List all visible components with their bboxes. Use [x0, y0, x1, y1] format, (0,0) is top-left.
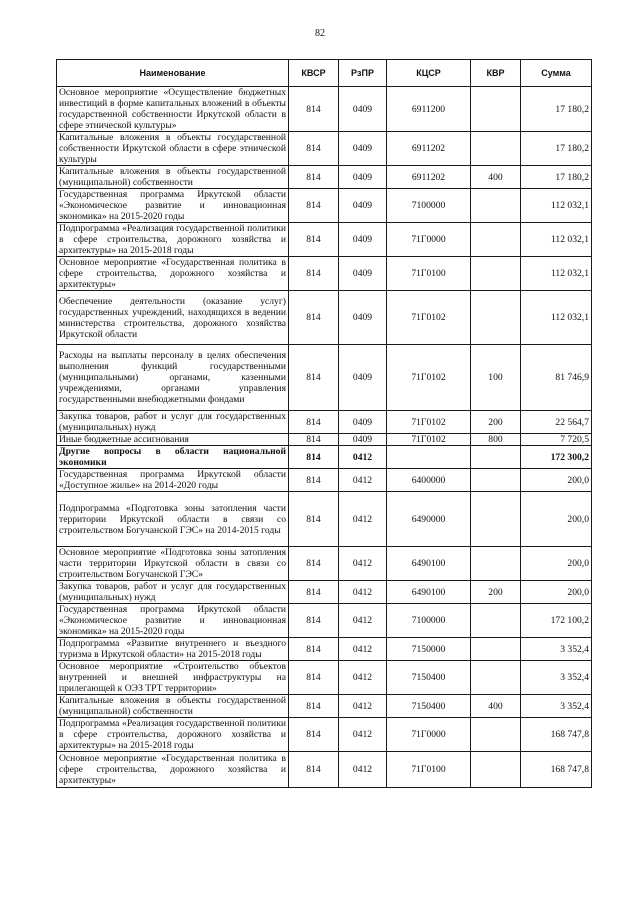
row-rzpr: 0409 — [339, 87, 387, 132]
row-sum: 112 032,1 — [521, 189, 592, 223]
row-kcsr: 7100000 — [387, 604, 471, 638]
row-kvr — [471, 87, 521, 132]
table-row — [57, 291, 592, 345]
table-row — [57, 132, 592, 166]
row-kvsr: 814 — [289, 661, 339, 695]
row-kvsr: 814 — [289, 446, 339, 469]
table-row — [57, 87, 592, 132]
row-name: Основное мероприятие «Государственная политика в сфере строительства, дорожного хозяйства и архитектуры» — [57, 752, 289, 788]
header-row — [57, 60, 592, 87]
row-kvr: 400 — [471, 695, 521, 718]
row-name: Основное мероприятие «Строительство объектов внутренней и внешней инфраструктуры на прилегающей к ОЭЗ ТРТ территории» — [57, 661, 289, 695]
row-name: Закупка товаров, работ и услуг для государственных (муниципальных) нужд — [57, 411, 289, 434]
row-kcsr: 6911200 — [387, 87, 471, 132]
row-kvsr: 814 — [289, 492, 339, 547]
row-kcsr — [387, 446, 471, 469]
row-rzpr: 0412 — [339, 469, 387, 492]
row-sum: 172 300,2 — [521, 446, 592, 469]
row-kvr — [471, 638, 521, 661]
row-sum: 3 352,4 — [521, 695, 592, 718]
table-header — [57, 60, 592, 87]
row-kvr — [471, 604, 521, 638]
row-name: Подпрограмма «Реализация государственной политики в сфере строительства, дорожного хозяйства и архитектуры» на 2015-2018 годы — [57, 718, 289, 752]
table-row — [57, 434, 592, 446]
row-name: Подпрограмма «Реализация государственной политики в сфере строительства, дорожного хозяйства и архитектуры» на 2015-2018 годы — [57, 223, 289, 257]
header-name: Наименование — [57, 60, 289, 87]
row-name: Основное мероприятие «Подготовка зоны затопления части территории Иркутской области в связи со строительством Богучанской ГЭС» — [57, 547, 289, 581]
row-kvr — [471, 291, 521, 345]
row-kcsr: 7150400 — [387, 695, 471, 718]
row-name: Капитальные вложения в объекты государственной собственности Иркутской области в сфере этнической культуры — [57, 132, 289, 166]
table-row — [57, 446, 592, 469]
row-rzpr: 0412 — [339, 661, 387, 695]
row-name: Расходы на выплаты персоналу в целях обеспечения выполнения функций государственными (муниципальными) органами, казенными учреждениями, органами управления государственными внебюджетными фондами — [57, 345, 289, 411]
row-kcsr: 71Г0102 — [387, 345, 471, 411]
row-name: Государственная программа Иркутской области «Доступное жилье» на 2014-2020 годы — [57, 469, 289, 492]
row-rzpr: 0412 — [339, 695, 387, 718]
row-sum: 17 180,2 — [521, 87, 592, 132]
row-kvsr: 814 — [289, 638, 339, 661]
row-kvsr: 814 — [289, 345, 339, 411]
table-row — [57, 223, 592, 257]
row-name: Обеспечение деятельности (оказание услуг) государственных учреждений, находящихся в ведении министерства строительства, дорожного хозяйства Иркутской области — [57, 291, 289, 345]
row-kvsr: 814 — [289, 166, 339, 189]
row-rzpr: 0412 — [339, 581, 387, 604]
row-rzpr: 0409 — [339, 411, 387, 434]
table-row — [57, 661, 592, 695]
row-kvr — [471, 223, 521, 257]
row-sum: 168 747,8 — [521, 718, 592, 752]
row-kcsr: 7100000 — [387, 189, 471, 223]
table-row — [57, 411, 592, 434]
table-row — [57, 718, 592, 752]
table-row — [57, 257, 592, 291]
row-kvsr: 814 — [289, 434, 339, 446]
row-name: Другие вопросы в области национальной экономики — [57, 446, 289, 469]
row-name: Подпрограмма «Подготовка зоны затопления части территории Иркутской области в связи со строительством Богучанской ГЭС» на 2014-2015 годы — [57, 492, 289, 547]
header-sum: Сумма — [521, 60, 592, 87]
row-kvr — [471, 189, 521, 223]
row-kvr — [471, 257, 521, 291]
row-rzpr: 0412 — [339, 638, 387, 661]
row-kcsr: 6400000 — [387, 469, 471, 492]
table-row — [57, 189, 592, 223]
row-sum: 17 180,2 — [521, 132, 592, 166]
table-row — [57, 752, 592, 788]
row-kvr: 800 — [471, 434, 521, 446]
row-kcsr: 6490100 — [387, 581, 471, 604]
row-sum: 112 032,1 — [521, 223, 592, 257]
row-rzpr: 0412 — [339, 547, 387, 581]
row-sum: 22 564,7 — [521, 411, 592, 434]
row-sum: 3 352,4 — [521, 638, 592, 661]
row-kcsr: 6911202 — [387, 166, 471, 189]
row-kvsr: 814 — [289, 604, 339, 638]
row-rzpr: 0409 — [339, 223, 387, 257]
row-kcsr: 71Г0100 — [387, 257, 471, 291]
row-rzpr: 0412 — [339, 718, 387, 752]
row-rzpr: 0409 — [339, 166, 387, 189]
row-rzpr: 0409 — [339, 345, 387, 411]
row-kvsr: 814 — [289, 469, 339, 492]
row-kvr: 400 — [471, 166, 521, 189]
row-rzpr: 0409 — [339, 291, 387, 345]
header-rzpr: РзПР — [339, 60, 387, 87]
row-kvsr: 814 — [289, 132, 339, 166]
row-kvr — [471, 752, 521, 788]
row-kcsr: 71Г0000 — [387, 718, 471, 752]
row-sum: 168 747,8 — [521, 752, 592, 788]
row-kvsr: 814 — [289, 291, 339, 345]
row-kvr: 200 — [471, 411, 521, 434]
row-kcsr: 6490100 — [387, 547, 471, 581]
row-kcsr: 71Г0102 — [387, 434, 471, 446]
row-sum: 81 746,9 — [521, 345, 592, 411]
row-kcsr: 6490000 — [387, 492, 471, 547]
header-kvr: КВР — [471, 60, 521, 87]
row-kvsr: 814 — [289, 695, 339, 718]
row-sum: 112 032,1 — [521, 257, 592, 291]
row-kvsr: 814 — [289, 257, 339, 291]
row-name: Закупка товаров, работ и услуг для государственных (муниципальных) нужд — [57, 581, 289, 604]
row-name: Капитальные вложения в объекты государственной (муниципальной) собственности — [57, 166, 289, 189]
header-kvsr: КВСР — [289, 60, 339, 87]
row-kvsr: 814 — [289, 189, 339, 223]
row-rzpr: 0409 — [339, 257, 387, 291]
row-sum: 17 180,2 — [521, 166, 592, 189]
row-kvsr: 814 — [289, 547, 339, 581]
row-kcsr: 71Г0000 — [387, 223, 471, 257]
row-name: Подпрограмма «Развитие внутреннего и въездного туризма в Иркутской области» на 2015-2018 годы — [57, 638, 289, 661]
table-row — [57, 469, 592, 492]
row-kcsr: 7150000 — [387, 638, 471, 661]
row-sum: 172 100,2 — [521, 604, 592, 638]
row-kvsr: 814 — [289, 87, 339, 132]
row-rzpr: 0409 — [339, 434, 387, 446]
row-name: Основное мероприятие «Государственная политика в сфере строительства, дорожного хозяйства и архитектуры» — [57, 257, 289, 291]
row-sum: 200,0 — [521, 469, 592, 492]
row-rzpr: 0412 — [339, 492, 387, 547]
row-sum: 112 032,1 — [521, 291, 592, 345]
row-sum: 200,0 — [521, 492, 592, 547]
row-kvr — [471, 446, 521, 469]
row-sum: 200,0 — [521, 547, 592, 581]
row-kvsr: 814 — [289, 752, 339, 788]
row-name: Иные бюджетные ассигнования — [57, 434, 289, 446]
row-kvr — [471, 661, 521, 695]
row-kvsr: 814 — [289, 718, 339, 752]
row-kvr: 100 — [471, 345, 521, 411]
table-row — [57, 547, 592, 581]
row-name: Основное мероприятие «Осуществление бюджетных инвестиций в форме капитальных вложений в объекты государственной собственности Иркутской области в сфере этнической культуры» — [57, 87, 289, 132]
page-number: 82 — [315, 28, 325, 39]
table-row — [57, 492, 592, 547]
row-name: Государственная программа Иркутской области «Экономическое развитие и инновационная экономика» на 2015-2020 годы — [57, 189, 289, 223]
row-sum: 7 720,5 — [521, 434, 592, 446]
row-rzpr: 0409 — [339, 132, 387, 166]
row-sum: 3 352,4 — [521, 661, 592, 695]
row-kvr — [471, 132, 521, 166]
row-kcsr: 6911202 — [387, 132, 471, 166]
table-row — [57, 604, 592, 638]
row-kvr: 200 — [471, 581, 521, 604]
table-row — [57, 345, 592, 411]
row-kvr — [471, 492, 521, 547]
row-kcsr: 71Г0102 — [387, 411, 471, 434]
row-kvr — [471, 469, 521, 492]
table-row — [57, 166, 592, 189]
row-kcsr: 71Г0100 — [387, 752, 471, 788]
row-kvsr: 814 — [289, 223, 339, 257]
table-row — [57, 581, 592, 604]
row-name: Капитальные вложения в объекты государственной (муниципальной) собственности — [57, 695, 289, 718]
row-name: Государственная программа Иркутской области «Экономическое развитие и инновационная экономика» на 2015-2020 годы — [57, 604, 289, 638]
row-rzpr: 0412 — [339, 446, 387, 469]
row-kcsr: 7150400 — [387, 661, 471, 695]
row-sum: 200,0 — [521, 581, 592, 604]
row-kvsr: 814 — [289, 411, 339, 434]
table-body — [57, 87, 592, 788]
row-kvsr: 814 — [289, 581, 339, 604]
budget-table — [56, 59, 592, 788]
row-rzpr: 0412 — [339, 604, 387, 638]
row-kvr — [471, 718, 521, 752]
row-kcsr: 71Г0102 — [387, 291, 471, 345]
header-kcsr: КЦСР — [387, 60, 471, 87]
row-rzpr: 0409 — [339, 189, 387, 223]
table-row — [57, 695, 592, 718]
row-kvr — [471, 547, 521, 581]
row-rzpr: 0412 — [339, 752, 387, 788]
table-row — [57, 638, 592, 661]
